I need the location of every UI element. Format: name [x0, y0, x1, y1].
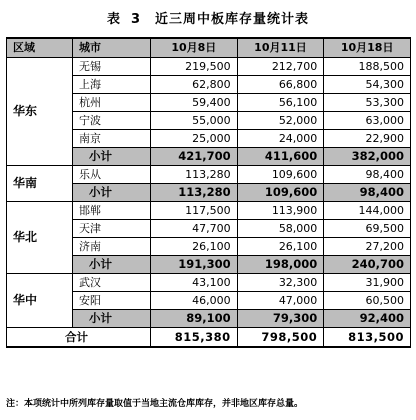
title-prefix: 表 [106, 12, 121, 27]
subtotal-label: 小计 [73, 310, 151, 328]
subtotal-value: 240,700 [324, 256, 411, 274]
value-cell: 56,100 [237, 94, 324, 112]
city-cell: 杭州 [73, 94, 151, 112]
value-cell: 24,000 [237, 130, 324, 148]
table-row [7, 166, 411, 184]
subtotal-value: 79,300 [237, 310, 324, 328]
table-title [0, 8, 416, 27]
total-label: 合计 [7, 328, 151, 348]
value-cell: 58,000 [237, 220, 324, 238]
table-row [7, 58, 411, 76]
subtotal-value: 382,000 [324, 148, 411, 166]
region-cell: 华东 [7, 58, 73, 166]
table-row [7, 202, 411, 220]
subtotal-value: 109,600 [237, 184, 324, 202]
subtotal-value: 98,400 [324, 184, 411, 202]
value-cell: 117,500 [151, 202, 238, 220]
value-cell: 66,800 [237, 76, 324, 94]
subtotal-label: 小计 [73, 184, 151, 202]
subtotal-value: 92,400 [324, 310, 411, 328]
subtotal-value: 198,000 [237, 256, 324, 274]
city-cell: 邯郸 [73, 202, 151, 220]
value-cell: 188,500 [324, 58, 411, 76]
value-cell: 46,000 [151, 292, 238, 310]
subtotal-label: 小计 [73, 256, 151, 274]
total-value: 815,380 [151, 328, 238, 348]
footnote: 注：本项统计中所列库存量取值于当地主流仓库库存，并非地区库存总量。 [6, 399, 304, 409]
value-cell: 60,500 [324, 292, 411, 310]
subtotal-label: 小计 [73, 148, 151, 166]
city-cell: 济南 [73, 238, 151, 256]
region-cell: 华北 [7, 202, 73, 274]
city-cell: 南京 [73, 130, 151, 148]
value-cell: 59,400 [151, 94, 238, 112]
header-date-3: 10月18日 [324, 38, 411, 58]
city-cell: 天津 [73, 220, 151, 238]
value-cell: 109,600 [237, 166, 324, 184]
city-cell: 乐从 [73, 166, 151, 184]
value-cell: 26,100 [237, 238, 324, 256]
subtotal-value: 89,100 [151, 310, 238, 328]
table-row [7, 274, 411, 292]
city-cell: 无锡 [73, 58, 151, 76]
region-cell: 华南 [7, 166, 73, 202]
value-cell: 27,200 [324, 238, 411, 256]
subtotal-value: 191,300 [151, 256, 238, 274]
title-number: 3 [130, 12, 142, 27]
subtotal-value: 113,280 [151, 184, 238, 202]
inventory-table [6, 37, 411, 348]
value-cell: 43,100 [151, 274, 238, 292]
value-cell: 113,280 [151, 166, 238, 184]
value-cell: 47,700 [151, 220, 238, 238]
value-cell: 31,900 [324, 274, 411, 292]
value-cell: 25,000 [151, 130, 238, 148]
city-cell: 宁波 [73, 112, 151, 130]
value-cell: 47,000 [237, 292, 324, 310]
total-row [7, 328, 411, 348]
value-cell: 26,100 [151, 238, 238, 256]
value-cell: 98,400 [324, 166, 411, 184]
city-cell: 安阳 [73, 292, 151, 310]
subtotal-value: 421,700 [151, 148, 238, 166]
total-value: 813,500 [324, 328, 411, 348]
header-date-1: 10月8日 [151, 38, 238, 58]
header-row [7, 38, 411, 58]
title-text: 近三周中板库存量统计表 [155, 12, 310, 27]
value-cell: 62,800 [151, 76, 238, 94]
value-cell: 54,300 [324, 76, 411, 94]
value-cell: 219,500 [151, 58, 238, 76]
value-cell: 69,500 [324, 220, 411, 238]
city-cell: 武汉 [73, 274, 151, 292]
header-city: 城市 [73, 38, 151, 58]
value-cell: 32,300 [237, 274, 324, 292]
value-cell: 212,700 [237, 58, 324, 76]
value-cell: 113,900 [237, 202, 324, 220]
value-cell: 55,000 [151, 112, 238, 130]
subtotal-value: 411,600 [237, 148, 324, 166]
city-cell: 上海 [73, 76, 151, 94]
region-cell: 华中 [7, 274, 73, 328]
value-cell: 22,900 [324, 130, 411, 148]
header-date-2: 10月11日 [237, 38, 324, 58]
header-region: 区域 [7, 38, 73, 58]
total-value: 798,500 [237, 328, 324, 348]
value-cell: 144,000 [324, 202, 411, 220]
value-cell: 52,000 [237, 112, 324, 130]
value-cell: 53,300 [324, 94, 411, 112]
value-cell: 63,000 [324, 112, 411, 130]
